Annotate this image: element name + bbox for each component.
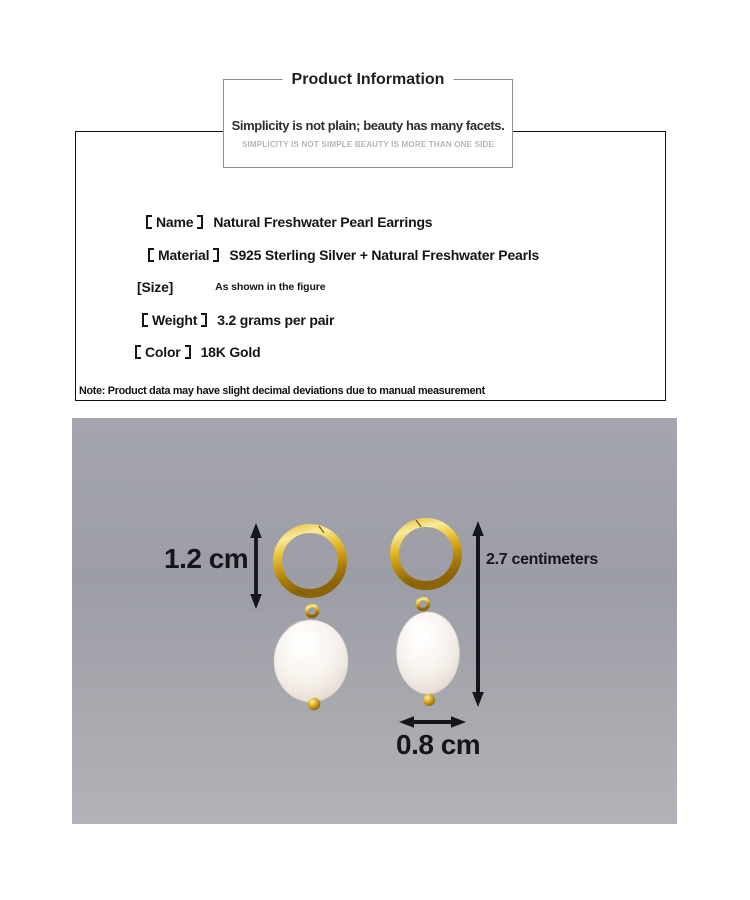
pearl-width-arrow [399,716,466,728]
total-length-arrow [472,521,484,707]
tagline-secondary: SIMPLICITY IS NOT SIMPLE BEAUTY IS MORE THAN ONE SIDE [241,140,495,149]
attribute-label-text: Name [156,214,194,231]
attribute-value: As shown in the figure [215,281,326,294]
attribute-label [142,312,217,328]
attribute-label: [Size] [137,279,174,296]
right-bottom-bead [423,694,435,706]
bracket-open [135,345,141,359]
right-connector-loop [418,599,429,610]
bracket-open [146,215,152,229]
right-hoop [395,523,458,586]
attribute-label [135,344,201,360]
attribute-row-material [148,239,665,272]
section-title: Product Information [283,69,454,90]
attribute-value: 3.2 grams per pair [217,311,335,328]
product-photo [72,418,677,824]
left-bottom-bead [308,698,321,711]
attribute-value: 18K Gold [200,344,261,361]
bracket-close [197,215,203,229]
right-earring [395,520,460,706]
hoop-diameter-arrow [250,523,262,609]
attribute-row-name [146,206,665,239]
bracket-close [201,313,207,327]
hoop-diameter-label: 1.2 cm [164,543,249,574]
bracket-open [148,248,154,262]
earrings-illustration [72,418,677,824]
attribute-row-color [135,336,665,369]
attribute-label [146,214,213,230]
attribute-value: S925 Sterling Silver + Natural Freshwater Pearls [229,246,540,263]
product-details-box [75,131,666,401]
left-hoop [278,529,343,594]
bracket-open [142,313,148,327]
attribute-label-text: Color [145,344,181,361]
attribute-label [148,247,229,263]
attribute-label-text: Weight [152,311,198,328]
attribute-label-text: Material [158,246,210,263]
tagline-main: Simplicity is not plain; beauty has many facets. [231,118,505,133]
attribute-row-weight [142,304,665,337]
attribute-row-size [137,271,665,304]
attribute-value: Natural Freshwater Pearl Earrings [213,214,433,231]
product-info-card [223,71,513,168]
bracket-close [213,248,219,262]
left-connector-loop [307,606,318,617]
pearl-width-label: 0.8 cm [396,729,481,760]
total-length-label: 2.7 centimeters [486,551,599,568]
measurement-note: Note: Product data may have slight decimal deviations due to manual measurement [79,385,485,397]
bracket-close [185,345,191,359]
left-earring [274,526,348,710]
